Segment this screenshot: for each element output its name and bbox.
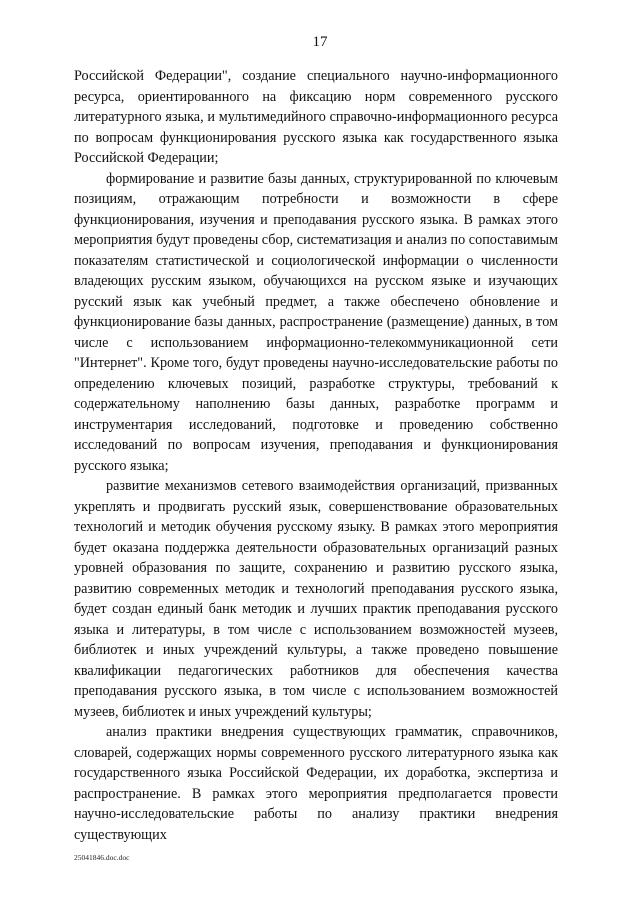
footer-filename: 25041846.doc.doc <box>74 853 130 862</box>
paragraph-2: формирование и развитие базы данных, структурированной по ключевым позициям, отражающим потребности и возможности в сфере функционирования, изучения и преподавания русского языка. В рамках этого мероприятия будут проведены сбор, систематизация и анализ по сопоставимым показателям статистической и социологической информации о численности владеющих русским языком, обучающихся на русском языке и изучающих русский язык как учебный предмет, а также обеспечено обновление и функционирование базы данных, распространение (размещение) данных, в том числе с использованием информационно-телекоммуникационной сети "Интернет". Кроме того, будут проведены научно-исследовательские работы по определению ключевых позиций, разработке структуры, требований к содержательному наполнению базы данных, разработке программ и инструментария исследований, подготовке и проведению собственно исследований по вопросам изучения, преподавания и функционирования русского языка; <box>74 170 558 474</box>
paragraph-1: Российской Федерации", создание специального научно-информационного ресурса, ориентированного на фиксацию норм современного русского литературного языка, и мультимедийного справочно-информационного ресурса по вопросам функционирования русского языка как государственного языка Российской Федерации; <box>74 68 558 166</box>
paragraph-4: анализ практики внедрения существующих грамматик, справочников, словарей, содержащих нормы современного русского литературного языка как государственного языка Российской Федерации, их доработка, экспертиза и распространение. В рамках этого мероприятия предполагается провести научно-исследовательские работы по анализу практики внедрения существующих <box>74 724 558 843</box>
page-number: 17 <box>312 34 328 50</box>
document-body <box>74 66 558 845</box>
paragraph-3: развитие механизмов сетевого взаимодействия организаций, призванных укреплять и продвигать русский язык, совершенствование образовательных технологий и методик обучения русскому языку. В рамках этого мероприятия будет оказана поддержка деятельности образовательных организаций разных уровней образования по защите, сохранению и развитию русского языка, развитию современных методик и технологий преподавания русского языка, будет создан единый банк методик и лучших практик преподавания русского языка и литературы, в том числе с использованием возможностей музеев, библиотек и иных учреждений культуры, а также проведено повышение квалификации педагогических работников для обеспечения качества преподавания русского языка, в том числе с использованием возможностей музеев, библиотек и иных учреждений культуры; <box>74 478 558 720</box>
